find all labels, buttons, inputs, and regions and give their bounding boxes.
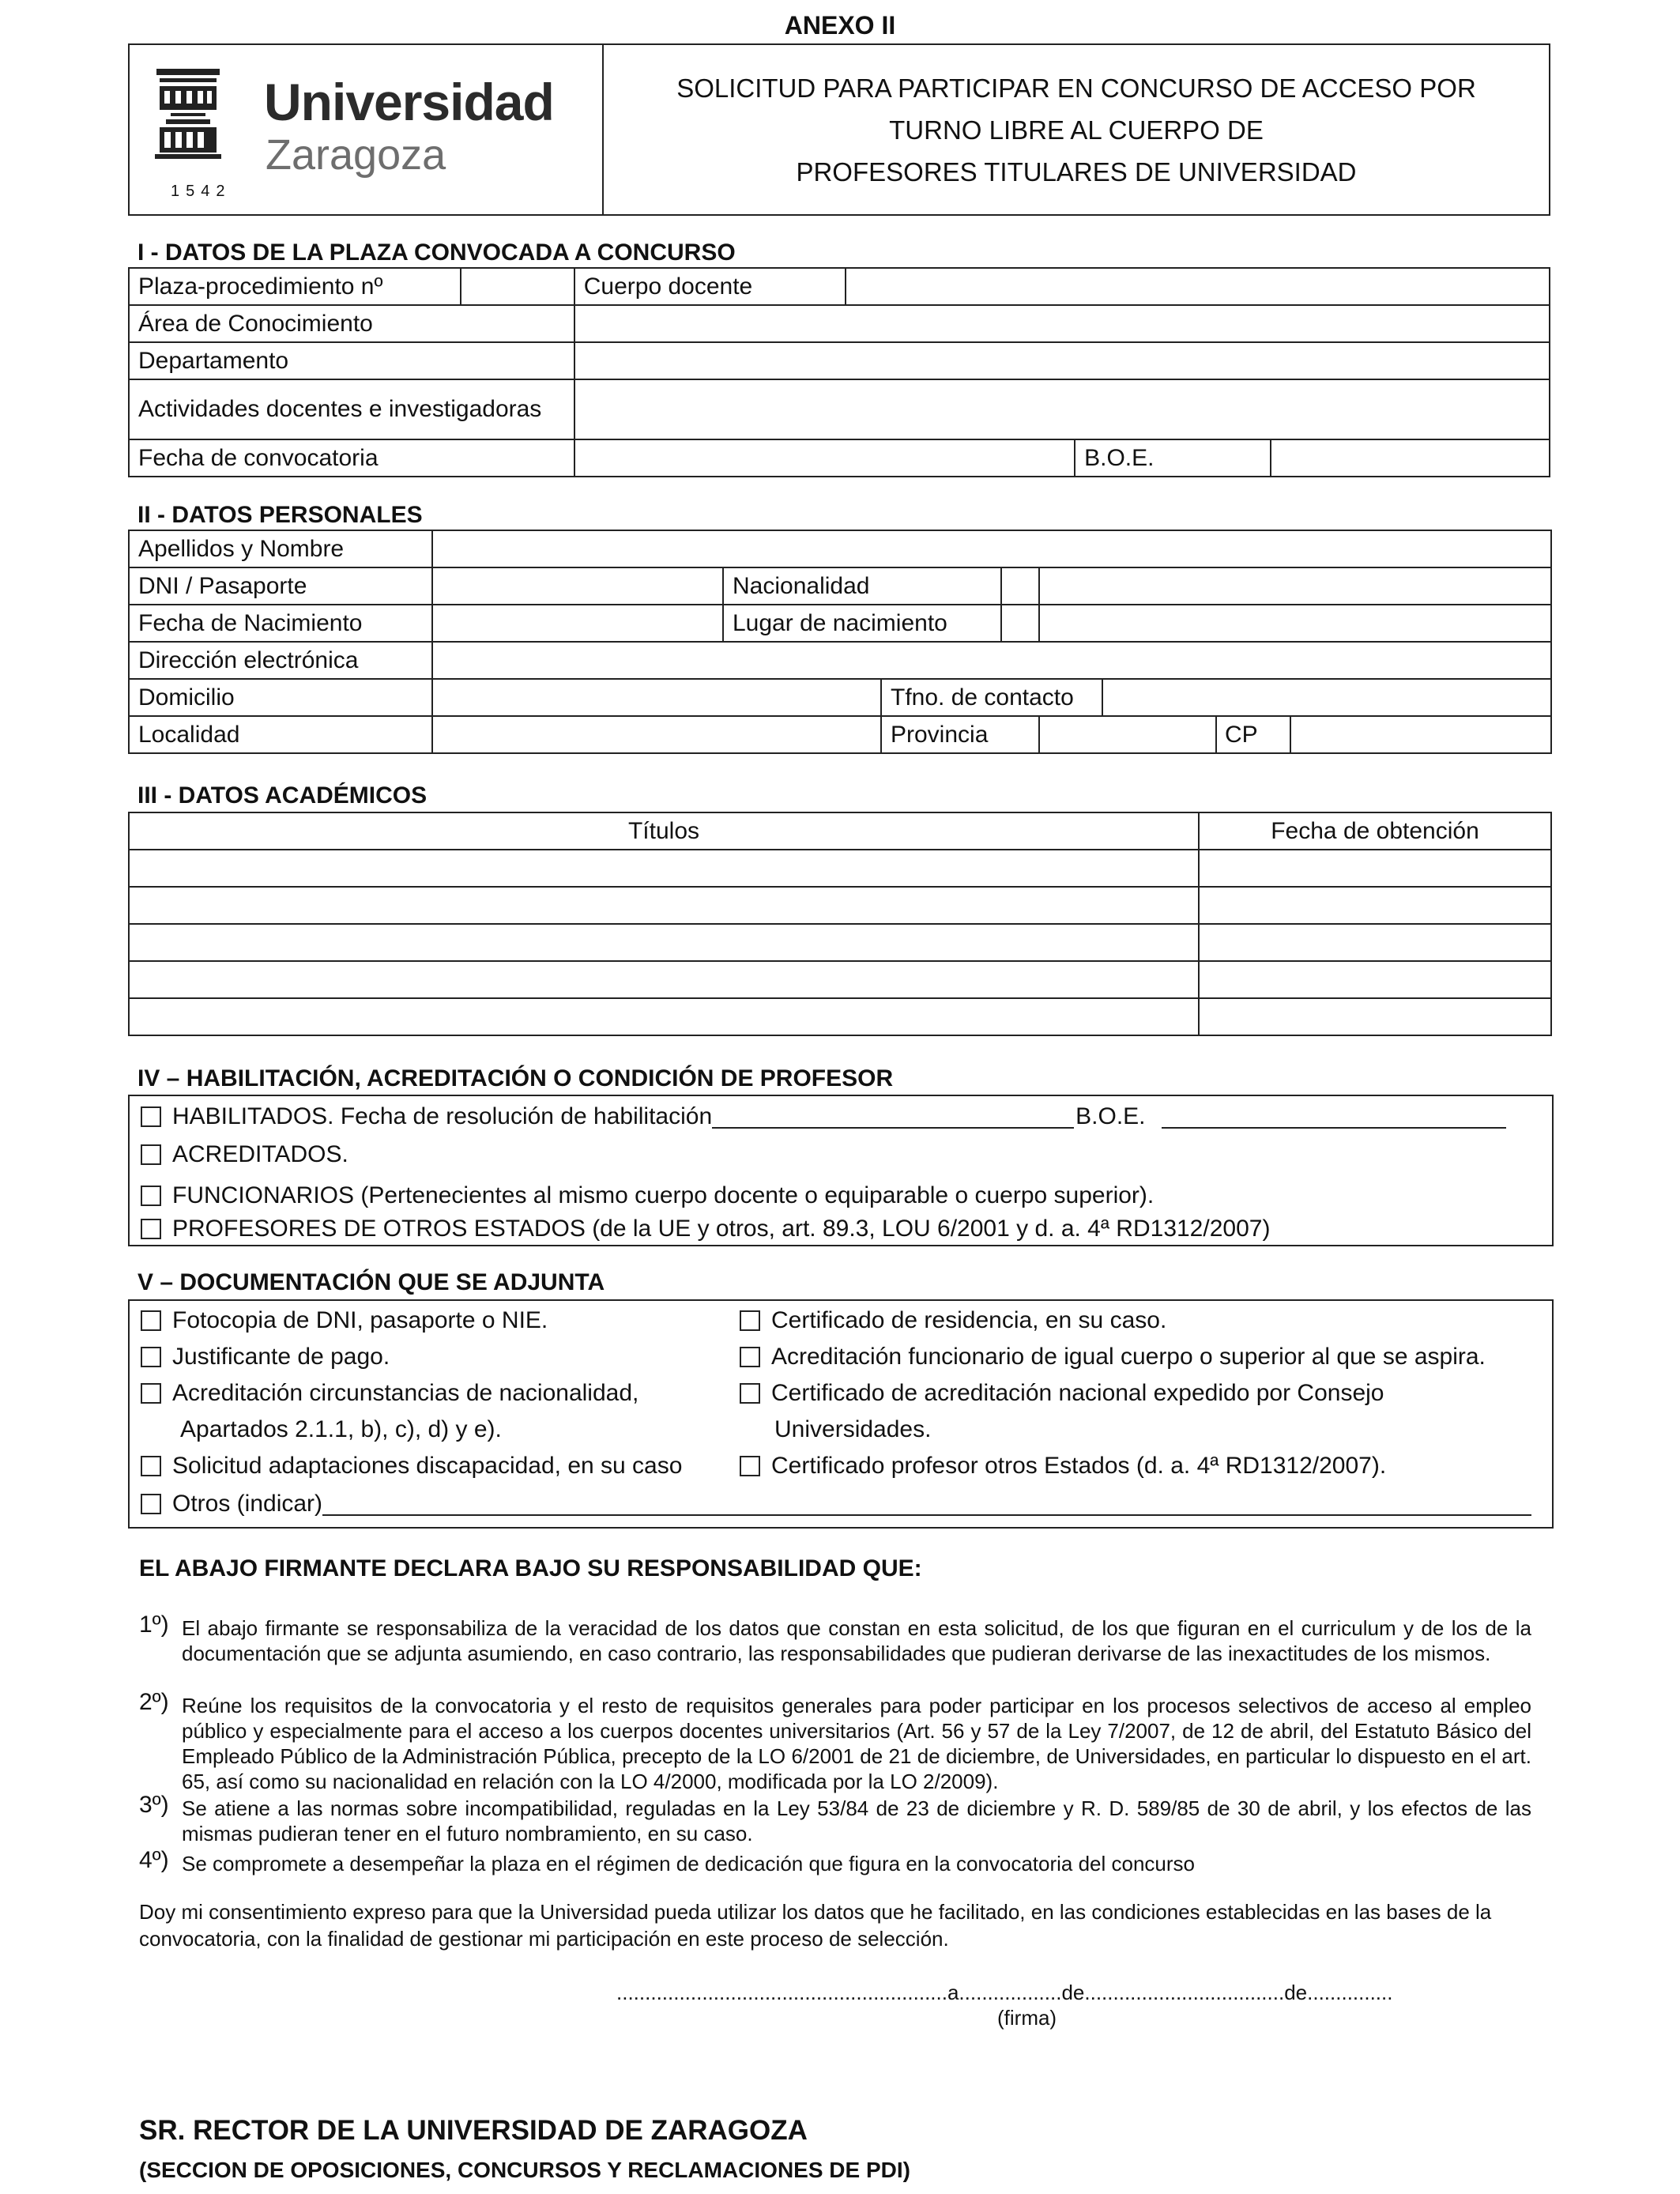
telefono-field[interactable] [1102, 679, 1551, 716]
doc-row-continuation [774, 1416, 931, 1443]
provincia-cp-cell [1039, 716, 1551, 753]
nacionalidad-doc-checkbox[interactable] [141, 1383, 161, 1404]
funcionarios-checkbox[interactable] [141, 1186, 161, 1206]
declaration-heading: EL ABAJO FIRMANTE DECLARA BAJO SU RESPONSABILIDAD QUE: [139, 1555, 922, 1581]
funcionarios-label: FUNCIONARIOS (Pertenecientes al mismo cuerpo docente o equiparable o cuerpo superior). [172, 1182, 1155, 1208]
titles-table [128, 812, 1552, 1036]
section-1-table [128, 267, 1550, 477]
declaration-text: Se atiene a las normas sobre incompatibilidad, reguladas en la Ley 53/84 de 23 de diciembre y R. D. 589/85 de 30 de abril, y los efectos de las mismas pudieran tener en el futuro nombramiento, en su caso. [182, 1796, 1531, 1845]
nacionalidad-field[interactable] [1039, 567, 1551, 605]
funcionario-igual-label: Acreditación funcionario de igual cuerpo o superior al que se aspira. [771, 1344, 1486, 1370]
justificante-checkbox[interactable] [141, 1347, 161, 1367]
fecha-obtencion-field[interactable] [1199, 850, 1551, 887]
provincia-label: Provincia [881, 716, 1039, 753]
nacionalidad-label: Nacionalidad [724, 568, 1002, 604]
building-icon [152, 67, 224, 178]
provincia-field[interactable] [1040, 717, 1217, 752]
departamento-label: Departamento [129, 342, 574, 379]
signature-label: (firma) [997, 2006, 1057, 2030]
cp-field[interactable] [1291, 717, 1550, 752]
form-header [128, 43, 1550, 216]
otros-doc-label: Otros (indicar) [172, 1491, 323, 1517]
section-3-heading: III - DATOS ACADÉMICOS [137, 782, 428, 809]
doc-row-continuation [180, 1416, 502, 1443]
table-row [129, 961, 1551, 998]
fecha-obtencion-field[interactable] [1199, 961, 1551, 998]
departamento-field[interactable] [574, 342, 1550, 379]
cp-label: CP [1217, 717, 1291, 752]
localidad-field[interactable] [432, 716, 881, 753]
habilitacion-date-field[interactable] [712, 1105, 1074, 1129]
fecha-obtencion-field[interactable] [1199, 998, 1551, 1035]
table-row [129, 924, 1551, 961]
doc-row [141, 1344, 390, 1370]
apellidos-label: Apellidos y Nombre [129, 530, 432, 567]
habilitados-boe-field[interactable] [1162, 1105, 1506, 1129]
acreditados-row [141, 1141, 348, 1168]
area-field[interactable] [574, 305, 1550, 342]
table-row [129, 887, 1551, 924]
declaration-number: 4º) [139, 1847, 169, 1873]
lugar-nacimiento-field-a[interactable] [1002, 605, 1038, 641]
fotocopia-dni-checkbox[interactable] [141, 1310, 161, 1331]
recipient-title: SR. RECTOR DE LA UNIVERSIDAD DE ZARAGOZA [139, 2115, 808, 2146]
otros-doc-field[interactable] [322, 1492, 1531, 1516]
section-5-heading: V – DOCUMENTACIÓN QUE SE ADJUNTA [137, 1269, 605, 1295]
domicilio-label: Domicilio [129, 679, 432, 716]
declaration-item [139, 1612, 1531, 1666]
lugar-nacimiento-field[interactable] [1039, 605, 1551, 642]
nacionalidad-field-a[interactable] [1002, 568, 1038, 604]
fecha-convocatoria-field[interactable] [574, 439, 1075, 477]
titulo-field[interactable] [129, 961, 1199, 998]
section-1-heading: I - DATOS DE LA PLAZA CONVOCADA A CONCURSO [137, 239, 736, 266]
declaration-text: El abajo firmante se responsabiliza de la veracidad de los datos que constan en esta solicitud, de los que figuran en el curriculum y de los de la documentación que se adjunta asumiendo, en caso contrario, las responsabilidades que pudieran derivarse de las inexactitudes de los mismos. [182, 1616, 1531, 1665]
dni-field[interactable] [432, 567, 723, 605]
email-field[interactable] [432, 642, 1551, 679]
otros-estados-checkbox[interactable] [141, 1219, 161, 1239]
section-2-table [128, 530, 1552, 754]
otros-estados-doc-label: Certificado profesor otros Estados (d. a. 4ª RD1312/2007). [771, 1453, 1387, 1479]
fecha-nacimiento-field[interactable] [432, 605, 723, 642]
dni-label: DNI / Pasaporte [129, 567, 432, 605]
titulo-field[interactable] [129, 998, 1199, 1035]
otros-estados-row [141, 1216, 1270, 1242]
habilitados-label: HABILITADOS. Fecha de resolución de habilitación [172, 1103, 713, 1129]
fecha-nacimiento-label: Fecha de Nacimiento [129, 605, 432, 642]
email-label: Dirección electrónica [129, 642, 432, 679]
otros-estados-label: PROFESORES DE OTROS ESTADOS (de la UE y otros, art. 89.3, LOU 6/2001 y d. a. 4ª RD1312/2007) [172, 1216, 1271, 1242]
logo-city: Zaragoza [266, 131, 446, 179]
funcionarios-row [141, 1182, 1154, 1209]
recipient-section: (SECCION DE OPOSICIONES, CONCURSOS Y RECLAMACIONES DE PDI) [139, 2158, 910, 2182]
declaration-item [139, 1792, 1531, 1846]
otros-estados-doc-checkbox[interactable] [740, 1456, 760, 1476]
form-title [604, 45, 1549, 214]
boe-field[interactable] [1271, 440, 1549, 476]
boe-cell [1075, 439, 1550, 477]
nacionalidad-doc-label-2: Apartados 2.1.1, b), c), d) y e). [180, 1416, 502, 1442]
doc-row [141, 1491, 1531, 1517]
doc-row [141, 1307, 548, 1334]
declaration-text: Se compromete a desempeñar la plaza en el régimen de dedicación que figura en la convocatoria del concurso [182, 1852, 1195, 1875]
residencia-checkbox[interactable] [740, 1310, 760, 1331]
titulo-field[interactable] [129, 887, 1199, 924]
otros-doc-checkbox[interactable] [141, 1494, 161, 1514]
doc-row [740, 1307, 1166, 1334]
section-2-heading: II - DATOS PERSONALES [137, 502, 423, 528]
acreditados-label: ACREDITADOS. [172, 1141, 348, 1167]
form-title-line-3: PROFESORES TITULARES DE UNIVERSIDAD [796, 156, 1357, 187]
adaptaciones-label: Solicitud adaptaciones discapacidad, en su caso [172, 1453, 683, 1479]
habilitados-checkbox[interactable] [141, 1106, 161, 1127]
titulos-header: Títulos [129, 812, 1199, 850]
actividades-field[interactable] [574, 379, 1550, 439]
fecha-convocatoria-label: Fecha de convocatoria [129, 439, 574, 477]
form-title-line-2: TURNO LIBRE AL CUERPO DE [889, 115, 1264, 145]
fecha-obtencion-header: Fecha de obtención [1199, 812, 1551, 850]
fecha-obtencion-field[interactable] [1199, 924, 1551, 961]
logo-name: Universidad [264, 73, 554, 131]
doc-row [141, 1380, 638, 1407]
doc-row [740, 1344, 1486, 1370]
date-place-line[interactable]: ..........................................................a..................de...................................de............... [616, 1981, 1393, 2004]
fotocopia-dni-label: Fotocopia de DNI, pasaporte o NIE. [172, 1307, 548, 1333]
residencia-label: Certificado de residencia, en su caso. [771, 1307, 1167, 1333]
fecha-obtencion-field[interactable] [1199, 887, 1551, 924]
boe-label: B.O.E. [1075, 440, 1271, 476]
lugar-nacimiento-label: Lugar de nacimiento [724, 605, 1002, 641]
consejo-checkbox[interactable] [740, 1383, 760, 1404]
localidad-label: Localidad [129, 716, 432, 753]
form-title-line-1: SOLICITUD PARA PARTICIPAR EN CONCURSO DE ACCESO POR [676, 73, 1476, 103]
justificante-label: Justificante de pago. [172, 1344, 390, 1370]
lugar-nacimiento-cell [723, 605, 1039, 642]
declaration-item [139, 1847, 1531, 1876]
acreditados-checkbox[interactable] [141, 1144, 161, 1165]
doc-row [740, 1380, 1384, 1407]
cuerpo-field[interactable] [846, 268, 1550, 305]
declaration-number: 2º) [139, 1689, 169, 1715]
table-row [129, 850, 1551, 887]
section-4-heading: IV – HABILITACIÓN, ACREDITACIÓN O CONDICIÓN DE PROFESOR [137, 1065, 894, 1091]
apellidos-field[interactable] [432, 530, 1551, 567]
consejo-label-2: Universidades. [774, 1416, 932, 1442]
cuerpo-label: Cuerpo docente [574, 268, 846, 305]
nacionalidad-cell [723, 567, 1039, 605]
consejo-label: Certificado de acreditación nacional expedido por Consejo [771, 1380, 1384, 1406]
consent-text: Doy mi consentimiento expreso para que la Universidad pueda utilizar los datos que he facilitado, en las condiciones establecidas en las bases de la convocatoria, con la finalidad de gestionar mi participación en este proceso de selección. [139, 1900, 1492, 1951]
logo-year: 1542 [171, 183, 232, 200]
titulo-field[interactable] [129, 850, 1199, 887]
declaration-number: 1º) [139, 1612, 169, 1638]
plaza-label: Plaza-procedimiento nº [129, 268, 461, 305]
declaration-item [139, 1689, 1531, 1794]
declaration-number: 3º) [139, 1792, 169, 1818]
doc-row [141, 1453, 682, 1480]
doc-row [740, 1453, 1386, 1480]
telefono-label: Tfno. de contacto [881, 679, 1102, 716]
area-label: Área de Conocimiento [129, 305, 574, 342]
university-logo [130, 45, 604, 214]
actividades-label: Actividades docentes e investigadoras [129, 379, 574, 439]
declaration-text: Reúne los requisitos de la convocatoria y el resto de requisitos generales para poder participar en los procesos selectivos de acceso al empleo público y especialmente para el acceso a los cuerpos docentes universitarios (Art. 56 y 57 de la Ley 7/2007, de 12 de abril, del Estatuto Básico del Empleado Público de la Administración Pública, precepto de la LO 6/2001 de 21 de diciembre, de Universidades, en particular lo dispuesto en el art. 65, así como su nacionalidad en relación con la LO 4/2000, modificada por la LO 2/2009). [182, 1694, 1531, 1793]
funcionario-igual-checkbox[interactable] [740, 1347, 760, 1367]
titulo-field[interactable] [129, 924, 1199, 961]
plaza-field[interactable] [461, 268, 574, 305]
habilitados-row [141, 1103, 1506, 1130]
habilitados-boe-label: B.O.E. [1075, 1103, 1146, 1129]
adaptaciones-checkbox[interactable] [141, 1456, 161, 1476]
domicilio-field[interactable] [432, 679, 881, 716]
table-row [129, 998, 1551, 1035]
nacionalidad-doc-label: Acreditación circunstancias de nacionalidad, [172, 1380, 639, 1406]
annex-title: ANEXO II [784, 11, 896, 40]
